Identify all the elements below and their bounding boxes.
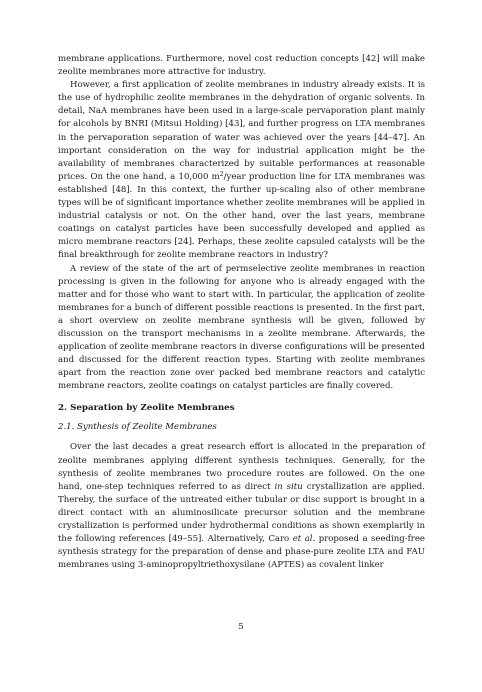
italic-et-al: et al.	[292, 534, 316, 545]
paragraph-2-text-a: However, a first application of zeolite membranes in industry already exists. It is the use of hydrophilic zeolite membranes in the dehydration of organic solvents. In detail, NaA membranes have been used in a large-scale pervaporation plant mainly for alcohols by BNRI (Mitsui Holding) [43], and further progress on LTA membranes in the pervaporation separation of water was achieved over the years [44–47]. An important consideration on the way for industrial application might be the availability of membranes characterized by suitable performances at reasonable prices. On the one hand, a 10,000 m	[58, 80, 425, 182]
section-heading: 2. Separation by Zeolite Membranes	[58, 403, 235, 414]
paragraph-4-text-a: Over the last decades a great research effort is allocated in the preparation of zeolite membranes applying different synthesis techniques. Generally, for the synthesis of zeolite membranes two procedure routes are followed. On the one hand, one-step techniques referred to as direct	[58, 442, 425, 492]
page-body	[58, 53, 425, 572]
paragraph-3	[58, 263, 425, 394]
paragraph-3-text: A review of the state of the art of permselective zeolite membranes in reaction processing is given in the following for anyone who is already engaged with the matter and for those who want to start with. In particular, the application of zeolite membranes for a bunch of different possible reactions is presented. In the first part, a short overview on zeolite membrane synthesis will be given, followed by discussion on the transport mechanisms in a zeolite membrane. Afterwards, the application of zeolite membrane reactors in diverse configurations will be presented and discussed for the different reaction types. Starting with zeolite membranes apart from the reaction zone over packed bed membrane reactors and catalytic membrane reactors, zeolite coatings on catalyst particles are finally covered.	[58, 263, 425, 392]
italic-in-situ: in situ	[274, 481, 303, 492]
paragraph-2	[58, 79, 425, 262]
paragraph-2-text-b: /year production line for LTA membranes was established [48]. In this context, the further up-scaling also of other membrane types will be of significant importance whether zeolite membranes will be applied in industrial catalysis or not. On the other hand, over the last years, membrane coatings on catalyst particles have been successfully developed and applied as micro membrane reactors [24]. Perhaps, these zeolite capsuled catalysts will be the final breakthrough for zeolite membrane reactors in industry?	[58, 171, 425, 261]
paragraph-4	[58, 441, 425, 572]
paragraph-4-text-c: proposed a seeding-free synthesis strategy for the preparation of dense and phase-pure zeolite LTA and FAU membranes using 3-aminopropyltriethoxysilane (APTES) as covalent linker	[58, 534, 425, 571]
page-number: 5	[238, 622, 244, 632]
subsection-heading: 2.1. Synthesis of Zeolite Membranes	[58, 422, 217, 433]
paragraph-4-text-b: crystallization are applied. Thereby, the surface of the untreated either tubular or disc support is brought in a direct contact with an aluminosilicate precursor solution and the membrane crystallization is performed under hydrothermal conditions as shown exemplarily in the following references [49–55]. Alternatively, Caro	[58, 481, 425, 545]
paragraph-1-text: membrane applications. Furthermore, novel cost reduction concepts [42] will make zeolite membranes more attractive for industry.	[58, 54, 425, 78]
superscript-2: 2	[219, 170, 224, 178]
paragraph-1	[58, 53, 425, 79]
